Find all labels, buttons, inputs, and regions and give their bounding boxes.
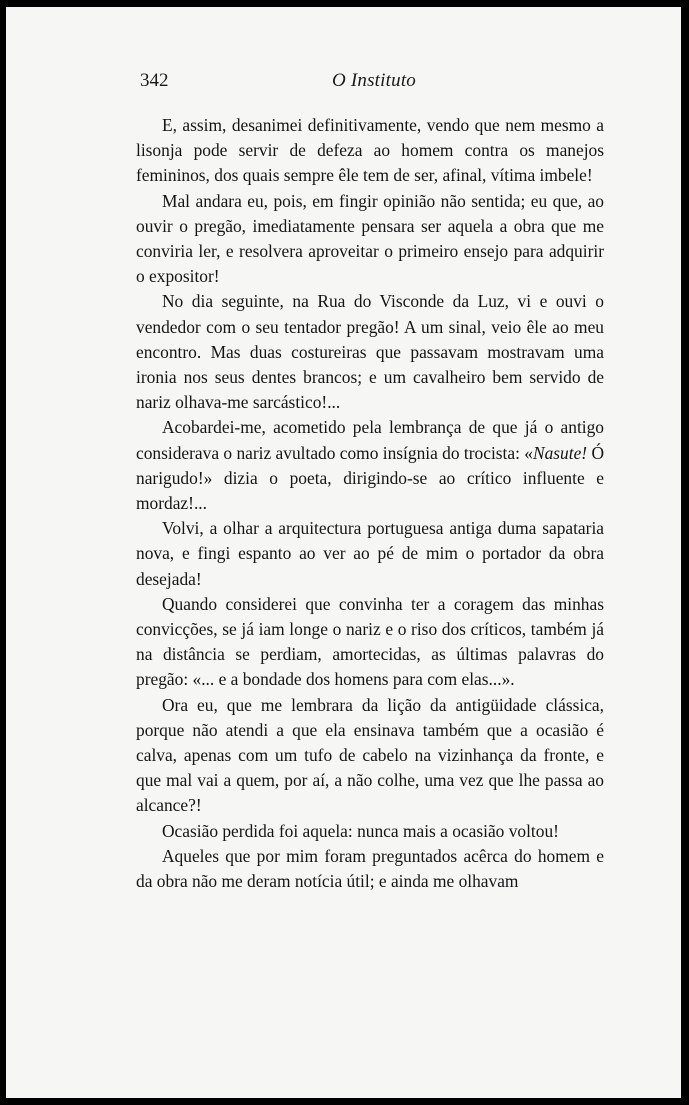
paragraph-4 [136,415,604,516]
body-text [136,113,604,894]
paragraph-4-before: Acobardei-me, acometido pela lembrança de que já o antigo considerava o nariz avultado como insígnia do trocista: « [136,417,604,463]
paragraph-7: Ora eu, que me lembrara da lição da antigüidade clássica, porque não atendi a que ela ensinava também que a ocasião é calva, apenas com um tufo de cabelo na vizinhança da fronte, e que mal vai a quem, por aí, a não colhe, uma vez que lhe passa ao alcance?! [136,694,604,816]
paragraph-3: No dia seguinte, na Rua do Visconde da Luz, vi e ouvi o vendedor com o seu tentador pregão! A um sinal, veio êle ao meu encontro. Mas duas costureiras que passavam mostravam uma ironia nos seus dentes brancos; e um cavalheiro bem servido de nariz olhava-me sarcástico!... [136,291,604,413]
book-page [6,7,681,1098]
paragraph-1: E, assim, desanimei definitivamente, vendo que nem mesmo a lisonja pode servir de defeza ao homem contra os manejos femininos, dos quais sempre êle tem de ser, afinal, vítima imbele! [136,115,604,186]
paragraph-4-after: Ó narigudo!» dizia o poeta, dirigindo-se ao crítico influente e mordaz!... [136,442,605,514]
paragraph-6: Quando considerei que convinha ter a coragem das minhas convicções, se já iam longe o nariz e o riso dos críticos, também já na distância se perdiam, amortecidas, as últimas palavras do pregão: «... e a bondade dos homens para com elas...». [136,593,604,690]
page-header [136,68,612,96]
paragraph-4-italic: Nasute! [532,442,588,463]
running-title: O Instituto [331,70,416,91]
paragraph-9: Aqueles que por mim foram preguntados acêrca do homem e da obra não me deram notícia útil; e ainda me olhavam [136,845,604,892]
page-number: 342 [140,70,169,91]
paragraph-8: Ocasião perdida foi aquela: nunca mais a ocasião voltou! [162,820,559,841]
paragraph-5: Volvi, a olhar a arquitectura portuguesa antiga duma sapataria nova, e fingi espanto ao ver ao pé de mim o portador da obra desejada! [136,518,604,589]
paragraph-2: Mal andara eu, pois, em fingir opinião não sentida; eu que, ao ouvir o pregão, imediatamente pensara ser aquela a obra que me conviria ler, e resolvera aproveitar o primeiro ensejo para adquirir o expositor! [136,190,604,287]
